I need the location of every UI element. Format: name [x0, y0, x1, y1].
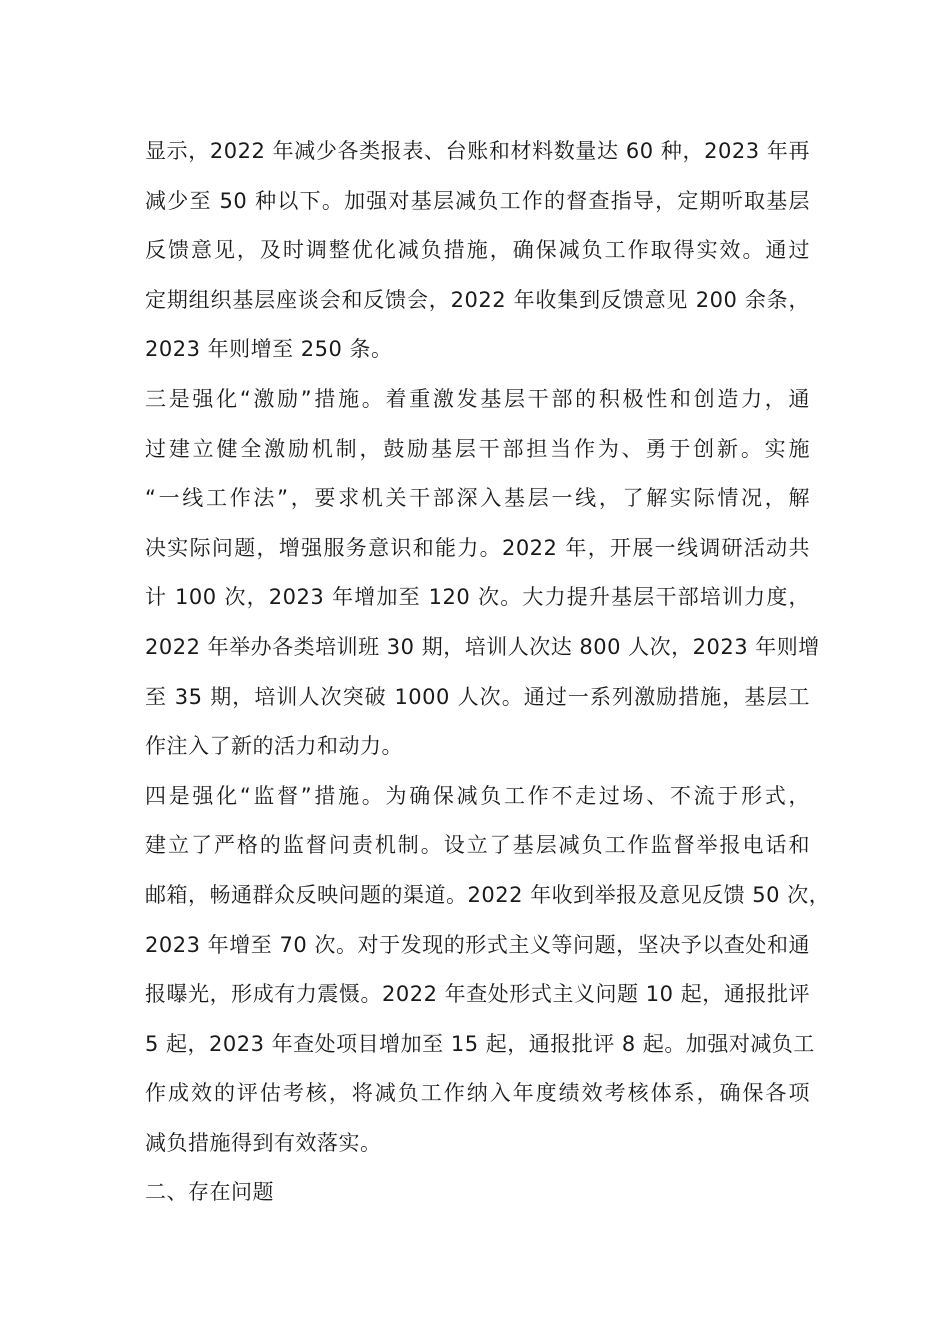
text-line: 2022 年举办各类培训班 30 期，培训人次达 800 人次，2023 年则增 [145, 634, 820, 659]
paragraph-3-supervision [145, 772, 831, 1169]
text-line: 减负措施得到有效落实。 [145, 1130, 382, 1155]
text-line: 减少至 50 种以下。加强对基层减负工作的督查指导，定期听取基层 [145, 188, 810, 213]
text-line: 定期组织基层座谈会和反馈会，2022 年收集到反馈意见 200 余条， [145, 287, 810, 312]
document-body [145, 127, 831, 1218]
text-line: 2023 年则增至 250 条。 [145, 337, 393, 362]
text-line: 显示，2022 年减少各类报表、台账和材料数量达 60 种，2023 年再 [145, 139, 810, 163]
text-line: 三是强化“激励”措施。着重激发基层干部的积极性和创造力，通 [145, 386, 810, 411]
text-line: 计 100 次，2023 年增加至 120 次。大力提升基层干部培训力度， [145, 585, 810, 610]
text-line: 报曝光，形成有力震慑。2022 年查处形式主义问题 10 起，通报批评 [145, 982, 810, 1007]
text-line: 反馈意见，及时调整优化减负措施，确保减负工作取得实效。通过 [145, 238, 810, 263]
text-line: 至 35 期，培训人次突破 1000 人次。通过一系列激励措施，基层工 [145, 684, 810, 709]
text-line: “一线工作法”，要求机关干部深入基层一线，了解实际情况，解 [145, 486, 810, 511]
section-heading: 二、存在问题 [145, 1180, 274, 1205]
text-line: 邮箱，畅通群众反映问题的渠道。2022 年收到举报及意见反馈 50 次， [145, 882, 831, 907]
text-line: 建立了严格的监督问责机制。设立了基层减负工作监督举报电话和 [145, 833, 810, 858]
text-line: 作注入了新的活力和动力。 [145, 734, 403, 759]
text-line: 作成效的评估考核，将减负工作纳入年度绩效考核体系，确保各项 [145, 1081, 810, 1106]
section-heading-problems [145, 1168, 810, 1218]
text-line: 5 起，2023 年查处项目增加至 15 起，通报批评 8 起。加强对减负工 [145, 1031, 815, 1056]
text-line: 过建立健全激励机制，鼓励基层干部担当作为、勇于创新。实施 [145, 436, 810, 461]
paragraph-1 [145, 127, 810, 375]
text-line: 2023 年增至 70 次。对于发现的形式主义等问题，坚决予以查处和通 [145, 932, 810, 957]
text-line: 四是强化“监督”措施。为确保减负工作不走过场、不流于形式， [145, 783, 810, 808]
paragraph-2-incentive [145, 375, 820, 772]
text-line: 决实际问题，增强服务意识和能力。2022 年，开展一线调研活动共 [145, 535, 810, 560]
